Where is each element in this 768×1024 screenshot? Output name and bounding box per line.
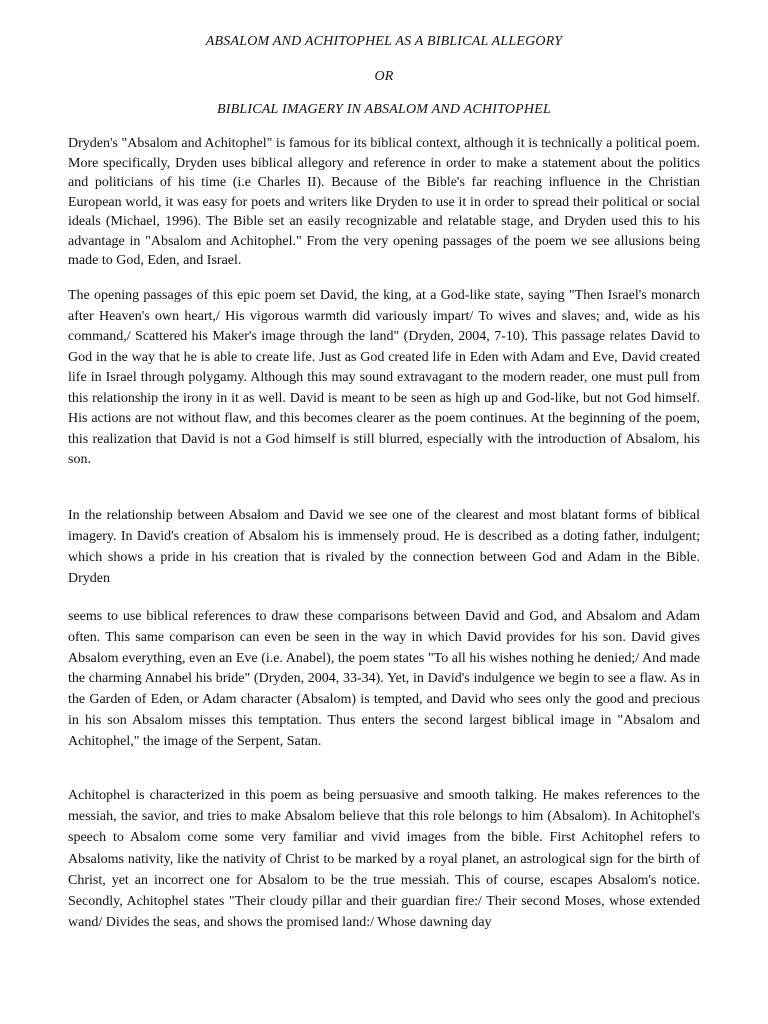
paragraph-biblical-references: seems to use biblical references to draw these comparisons between David and God, and Absalom and Adam often. This same comparison can even be seen in the way in which David provides for his son. David gives Absalom everything, even an Eve (i.e. Anabel), the poem states "To all his wishes nothing he denied;/ And made the charming Annabel his bride" (Dryden, 2004, 33-34). Yet, in David's indulgence we begin to see a flaw. As in the Garden of Eden, or Adam character (Absalom) is tempted, and David who sees only the good and precious in his son Absalom misses this temptation. Thus enters the second largest biblical image in "Absalom and Achitophel," the image of the Serpent, Satan. — [68, 609, 700, 749]
paragraph-absalom-david: In the relationship between Absalom and David we see one of the clearest and most blatant forms of biblical imagery. In David's creation of Absalom his is immensely proud. He is described as a doting father, indulgent; which shows a pride in his creation that is rivaled by the connection between God and Adam in the Bible. Dryden — [68, 508, 700, 586]
document-subtitle: BIBLICAL IMAGERY IN ABSALOM AND ACHITOPHEL — [217, 102, 551, 117]
paragraph-achitophel: Achitophel is characterized in this poem as being persuasive and smooth talking. He makes references to the messiah, the savior, and tries to make Absalom believe that this role belongs to him (Absalom). In Achitophel's speech to Absalom come some very familiar and vivid images from the bible. First Achitophel refers to Absaloms nativity, like the nativity of Christ to be marked by a royal planet, an astrological sign for the birth of Christ, yet an incorrect one for Absalom to be the true messiah. This of course, escapes Absalom's notice. Secondly, Achitophel states "Their cloudy pillar and their guardian fire:/ Their second Moses, whose extended wand/ Divides the seas, and shows the promised land:/ Whose dawning day — [68, 788, 700, 931]
paragraph-intro: Dryden's "Absalom and Achitophel" is famous for its biblical context, although it is technically a political poem. More specifically, Dryden uses biblical allegory and reference in order to make a statement about the politics and politicians of his time (i.e Charles II). Because of the Bible's far reaching influence in the Christian European world, it was easy for poets and writers like Dryden to use it in order to spread their political or social ideals (Michael, 1996). The Bible set an easily recognizable and relatable stage, and Dryden used this to his advantage in "Absalom and Achitophel." From the very opening passages of the poem we see allusions being made to God, Eden, and Israel. — [68, 136, 700, 268]
document-title: ABSALOM AND ACHITOPHEL AS A BIBLICAL ALLEGORY — [205, 34, 563, 49]
paragraph-opening-passages: The opening passages of this epic poem set David, the king, at a God-like state, saying "Then Israel's monarch after Heaven's own heart,/ His vigorous warmth did variously impart/ To wives and slaves; and, wide as his command,/ Scattered his Maker's image through the land" (Dryden, 2004, 7-10). This passage relates David to God in the way that he is able to create life. Just as God created life in Eden with Adam and Eve, David created life in Israel through polygamy. Although this may sound extravagant to the modern reader, one must pull from this relationship the irony in it as well. David is meant to be seen as high up and God-like, but not God himself. His actions are not without flaw, and this becomes clearer as the poem continues. At the beginning of the poem, this realization that David is not a God himself is still blurred, especially with the introduction of Absalom, his son. — [68, 288, 700, 467]
title-separator-or: OR — [374, 69, 394, 84]
